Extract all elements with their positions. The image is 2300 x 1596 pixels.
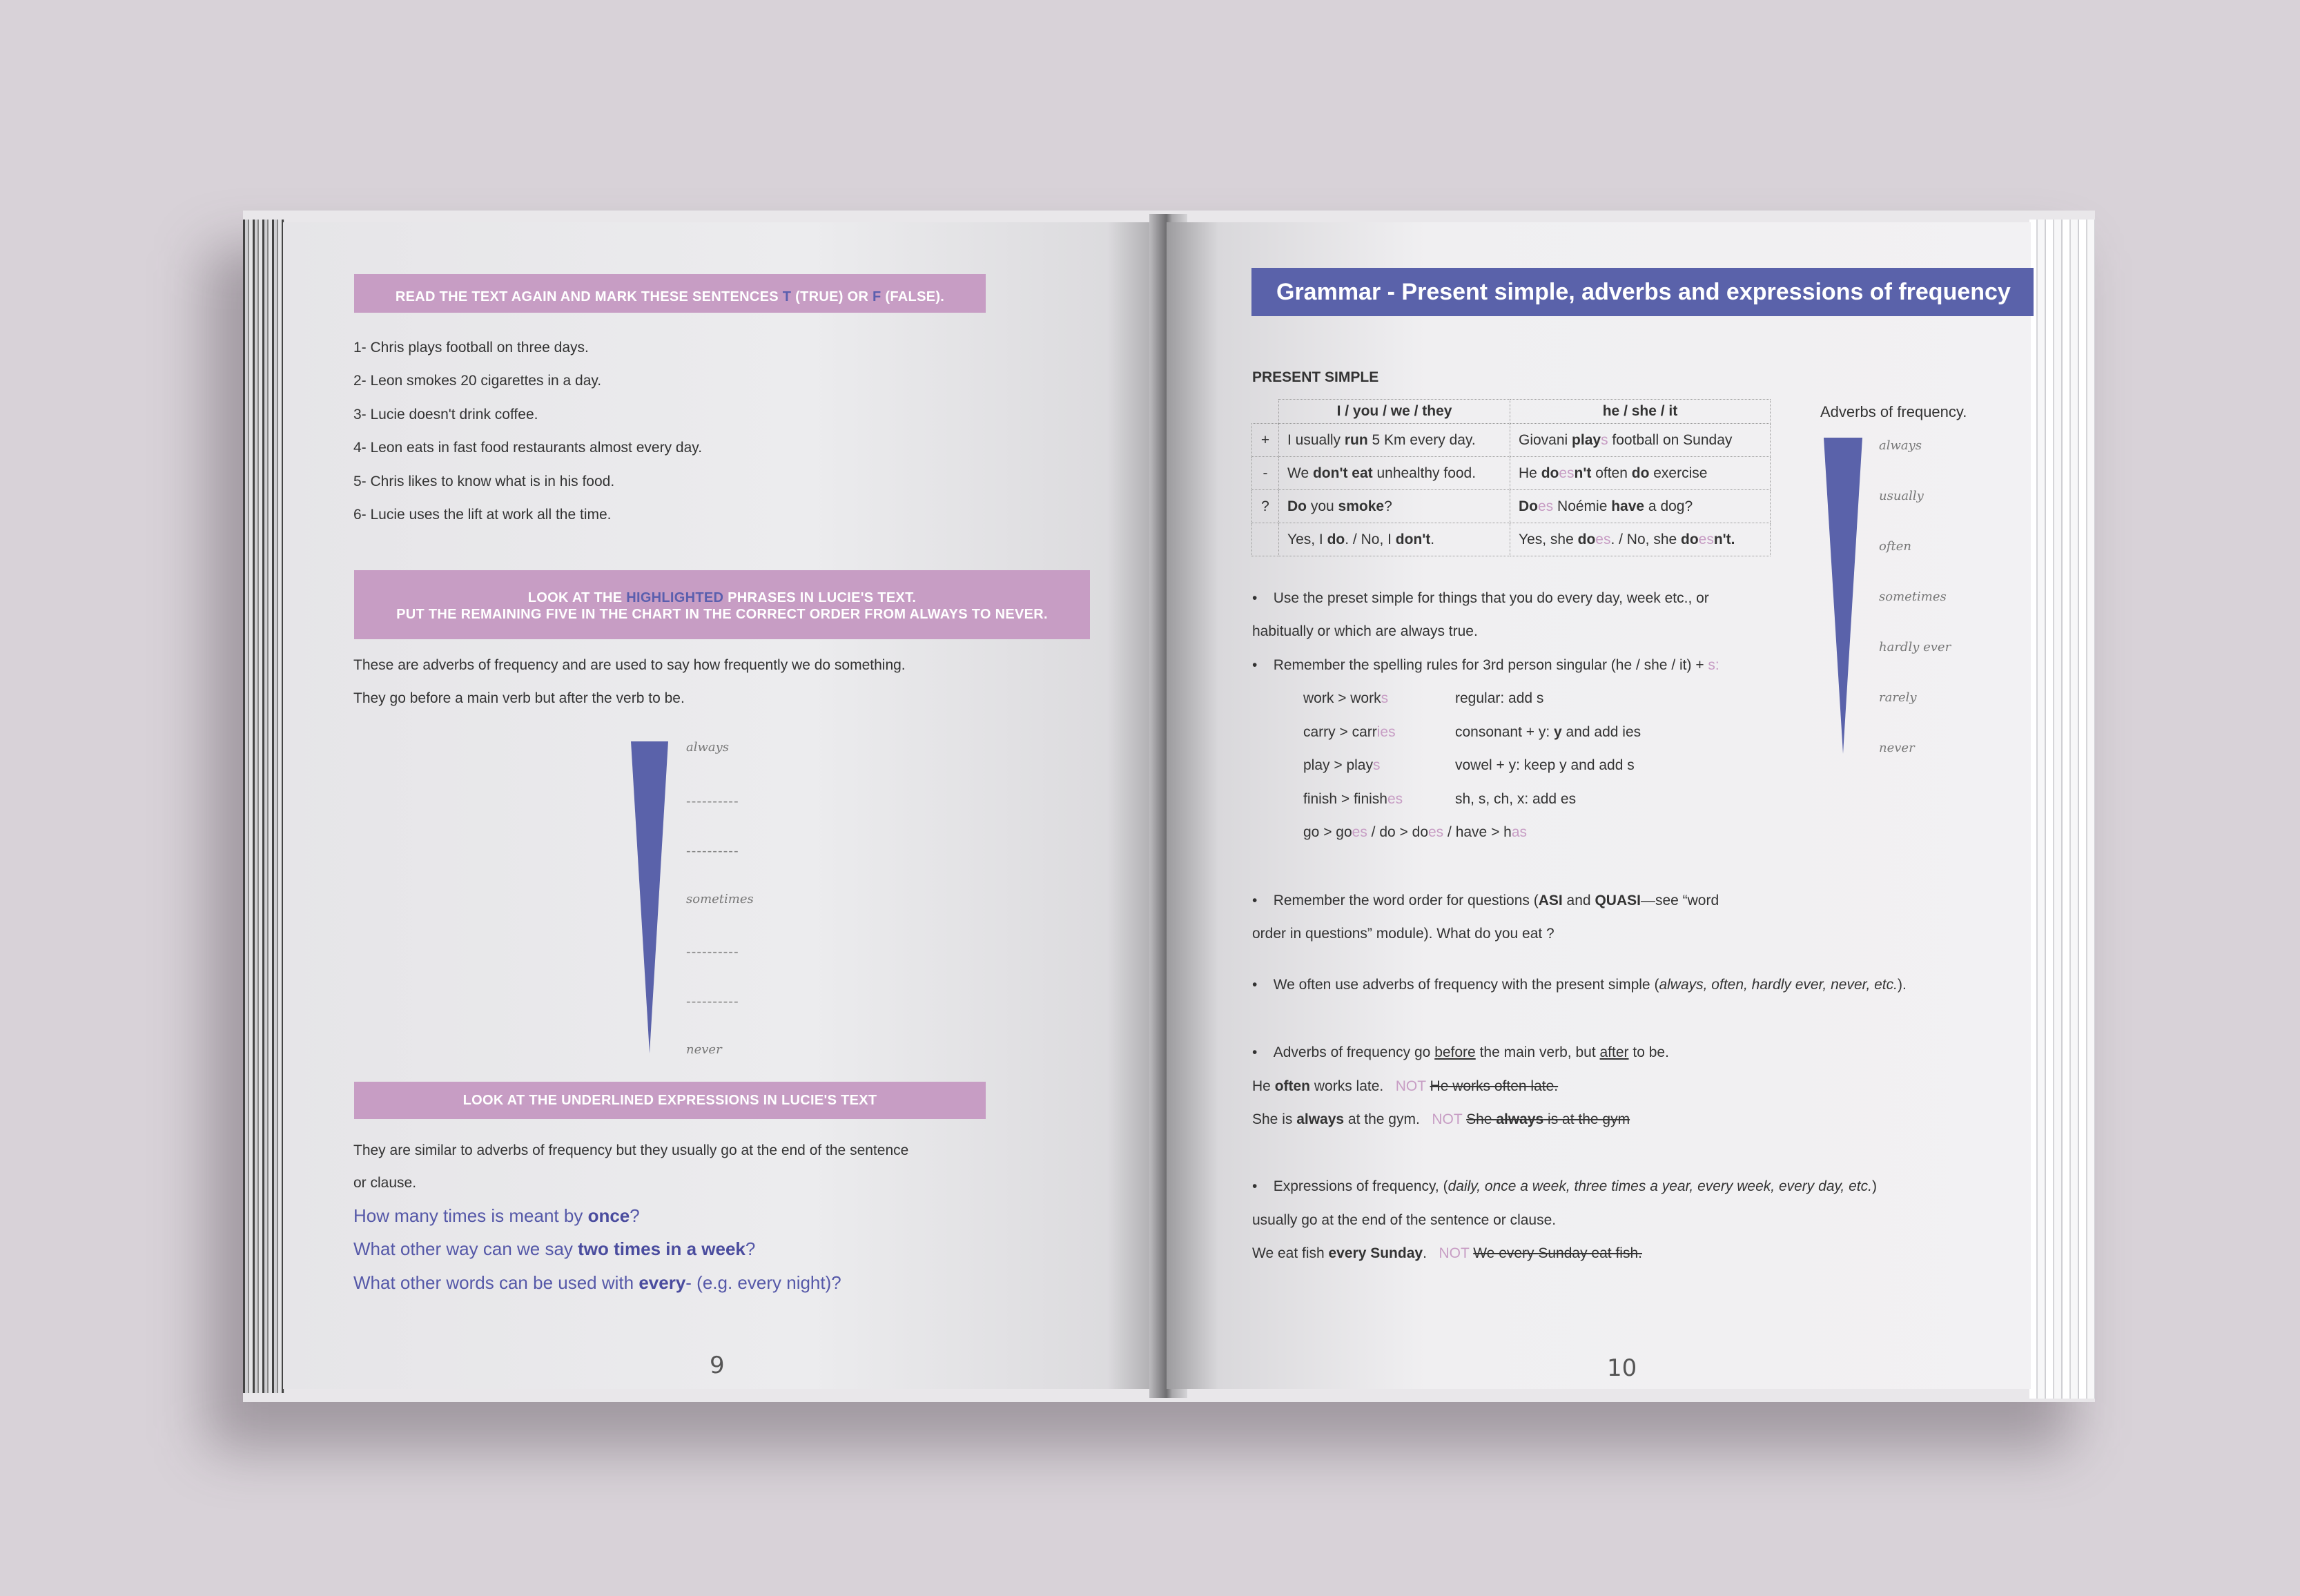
spelling-example: play > plays [1303, 757, 1381, 773]
scale-never: never [686, 1042, 722, 1057]
example-often [1252, 1078, 1558, 1095]
spelling-rule: vowel + y: keep y and add s [1455, 757, 1635, 773]
scale-blank-2[interactable]: ---------- [686, 844, 739, 859]
bullet-usage-cont: habitually or which are always true. [1252, 623, 1478, 639]
example-bold: always [1296, 1111, 1345, 1127]
banner-text: LOOK AT THE [527, 590, 627, 605]
spelling-example: work > works [1303, 690, 1389, 706]
spelling-example: finish > finishes [1303, 791, 1403, 807]
spelling-rule: consonant + y: y and add ies [1455, 724, 1641, 740]
banner-text: (FALSE). [881, 289, 945, 304]
question-text: ? [630, 1205, 640, 1226]
adverbs-title: Adverbs of frequency. [1820, 403, 1967, 420]
spelling-example: carry > carries [1303, 724, 1396, 740]
table-row [1252, 457, 1771, 490]
right-page-edges [2029, 220, 2095, 1399]
sign-minus: - [1252, 457, 1279, 490]
question-text: What other way can we say [353, 1238, 578, 1259]
banner-t: T [782, 289, 792, 304]
example-text: She is [1252, 1111, 1297, 1127]
bullet-text: —see “word [1640, 893, 1719, 908]
bullet-italic: daily, once a week, three times a year, every week, every day, etc. [1448, 1178, 1872, 1194]
example-bold: every Sunday [1328, 1245, 1423, 1261]
sentence-5: 5- Chris likes to know what is in his food. [353, 474, 615, 489]
banner-text: (TRUE) OR [791, 289, 873, 304]
sign-blank [1252, 523, 1279, 556]
similar-text-2: or clause. [353, 1175, 417, 1191]
bullet-italic: always, often, hardly ever, never, etc. [1659, 977, 1898, 993]
bullet-text: Expressions of frequency, ( [1273, 1178, 1448, 1194]
question-once [353, 1205, 640, 1227]
table-cell: We don't eat unhealthy food. [1279, 457, 1510, 490]
question-bold: every [639, 1272, 686, 1293]
question-bold: two times in a week [578, 1238, 745, 1259]
frequency-wedge-left [630, 740, 670, 1055]
not-label: NOT [1395, 1078, 1426, 1094]
frequency-wedge-right [1822, 436, 1864, 755]
bullet-text: Use the preset simple for things that you do every day, week etc., or [1273, 590, 1709, 606]
example-text: We eat fish [1252, 1245, 1329, 1261]
banner-f: F [873, 289, 881, 304]
bullet-word-order: • Remember the word order for questions (ASI and QUASI—see “word [1252, 893, 1719, 908]
bullet-expressions: • Expressions of frequency, (daily, once a week, three times a year, every week, every day, etc.) [1252, 1178, 1877, 1194]
question-text: ? [745, 1238, 756, 1259]
similar-text-1: They are similar to adverbs of frequency but they usually go at the end of the sentence [353, 1142, 909, 1158]
banner-text: PHRASES IN LUCIE'S TEXT. [723, 590, 917, 605]
sign-question: ? [1252, 490, 1279, 523]
sentence-2: 2- Leon smokes 20 cigarettes in a day. [353, 373, 602, 389]
bullet-text: Remember the word order for questions ( [1273, 893, 1539, 908]
sentence-1: 1- Chris plays football on three days. [353, 340, 589, 356]
adverb-usually: usually [1879, 489, 1924, 503]
table-row [1252, 523, 1771, 556]
example-text: He [1252, 1078, 1275, 1094]
table-header-singular: he / she / it [1510, 400, 1771, 424]
adverb-never: never [1879, 741, 1915, 755]
banner-text: READ THE TEXT AGAIN AND MARK THESE SENTENCES [395, 289, 783, 304]
question-text: How many times is meant by [353, 1205, 588, 1226]
bullet-word-order-cont: order in questions” module). What do you eat ? [1252, 926, 1555, 942]
sentence-6: 6- Lucie uses the lift at work all the time. [353, 507, 612, 523]
quasi-label: QUASI [1595, 893, 1641, 908]
bullet-adverb-position: • Adverbs of frequency go before the main verb, but after to be. [1252, 1044, 1669, 1060]
highlighted-phrases-banner [354, 570, 1090, 639]
scale-sometimes: sometimes [686, 892, 754, 906]
bullet-text: the main verb, but [1475, 1044, 1600, 1060]
adverb-always: always [1879, 438, 1922, 453]
spelling-rule: sh, s, ch, x: add es [1455, 791, 1577, 807]
bullet-text: and [1562, 893, 1595, 908]
question-every [353, 1272, 841, 1294]
present-simple-table [1251, 399, 1771, 556]
spelling-irregular: go > goes / do > does / have > has [1303, 824, 1528, 840]
table-cell: Yes, I do. / No, I don't. [1279, 523, 1510, 556]
scale-blank-4[interactable]: ---------- [686, 994, 739, 1009]
example-text: works late. [1310, 1078, 1384, 1094]
example-bold: often [1274, 1078, 1311, 1094]
asi-label: ASI [1538, 893, 1563, 908]
bullet-text: Remember the spelling rules for 3rd person singular (he / she / it) + [1273, 657, 1708, 673]
wrong-text: is at the gym [1543, 1111, 1630, 1127]
wrong-bold: always [1496, 1111, 1544, 1127]
bullet-text: ). [1897, 977, 1907, 993]
table-row [1252, 490, 1771, 523]
question-bold: once [587, 1205, 630, 1226]
banner-highlight: HIGHLIGHTED [626, 590, 724, 605]
adverb-hardly-ever: hardly ever [1879, 640, 1951, 654]
true-false-banner [354, 274, 986, 313]
wrong-text: She [1466, 1111, 1497, 1127]
scale-blank-3[interactable]: ---------- [686, 944, 739, 960]
bullet-text: to be. [1628, 1044, 1669, 1060]
example-always [1252, 1111, 1630, 1128]
bullet-text: We often use adverbs of frequency with the present simple ( [1273, 977, 1659, 993]
question-two-times [353, 1238, 755, 1260]
table-cell: Yes, she does. / No, she doesn't. [1510, 523, 1771, 556]
present-simple-heading: PRESENT SIMPLE [1252, 369, 1379, 385]
table-cell: Do you smoke? [1279, 490, 1510, 523]
grammar-title-bar: Grammar - Present simple, adverbs and expressions of frequency [1251, 268, 2034, 316]
sentence-3: 3- Lucie doesn't drink coffee. [353, 407, 538, 422]
adverb-sometimes: sometimes [1879, 590, 1947, 604]
adverbs-intro-1: These are adverbs of frequency and are used to say how frequently we do something. [353, 657, 906, 673]
page-number-right: 10 [1607, 1354, 1637, 1382]
wrong-example [1466, 1111, 1630, 1127]
bullet-spelling: • Remember the spelling rules for 3rd person singular (he / she / it) + s: [1252, 657, 1719, 673]
sign-plus: + [1252, 424, 1279, 457]
question-text: - (e.g. every night)? [685, 1272, 841, 1293]
bullet-text: ) [1871, 1178, 1877, 1194]
before-underlined: before [1434, 1044, 1476, 1060]
table-header-plural: I / you / we / they [1279, 400, 1510, 424]
spelling-rule: regular: add s [1455, 690, 1544, 706]
bullet-adverbs-usage: • We often use adverbs of frequency with the present simple (always, often, hardly ever, never, etc.). [1252, 977, 1907, 993]
table-cell: He doesn't often do exercise [1510, 457, 1771, 490]
page-number-left: 9 [710, 1352, 725, 1379]
bullet-text: Adverbs of frequency go [1273, 1044, 1435, 1060]
not-label: NOT [1439, 1245, 1470, 1261]
bullet-s: s: [1708, 657, 1719, 673]
table-cell: Does Noémie have a dog? [1510, 490, 1771, 523]
banner-text: PUT THE REMAINING FIVE IN THE CHART IN THE CORRECT ORDER FROM ALWAYS TO NEVER. [396, 607, 1048, 622]
table-row [1252, 424, 1771, 457]
bullet-expressions-cont: usually go at the end of the sentence or clause. [1252, 1212, 1557, 1228]
wrong-example: We every Sunday eat fish. [1473, 1245, 1642, 1261]
scale-always: always [686, 740, 730, 755]
bullet-usage: • Use the preset simple for things that you do every day, week etc., or [1252, 590, 1709, 606]
table-cell: I usually run 5 Km every day. [1279, 424, 1510, 457]
question-text: What other words can be used with [353, 1272, 639, 1293]
wrong-example: He works often late. [1430, 1078, 1559, 1094]
table-header-row [1252, 400, 1771, 424]
left-page-edges [243, 220, 284, 1393]
not-label: NOT [1432, 1111, 1463, 1127]
scale-blank-1[interactable]: ---------- [686, 794, 739, 809]
sentence-4: 4- Leon eats in fast food restaurants almost every day. [353, 440, 703, 456]
example-text: at the gym. [1344, 1111, 1420, 1127]
example-text: . [1423, 1245, 1427, 1261]
adverb-often: often [1879, 539, 1911, 554]
underlined-expressions-banner: LOOK AT THE UNDERLINED EXPRESSIONS IN LUCIE'S TEXT [354, 1082, 986, 1119]
adverbs-intro-2: They go before a main verb but after the verb to be. [353, 690, 685, 706]
example-every-sunday [1252, 1245, 1642, 1262]
table-cell: Giovani plays football on Sunday [1510, 424, 1771, 457]
adverb-rarely: rarely [1879, 690, 1917, 705]
after-underlined: after [1599, 1044, 1629, 1060]
table-corner [1252, 400, 1279, 424]
